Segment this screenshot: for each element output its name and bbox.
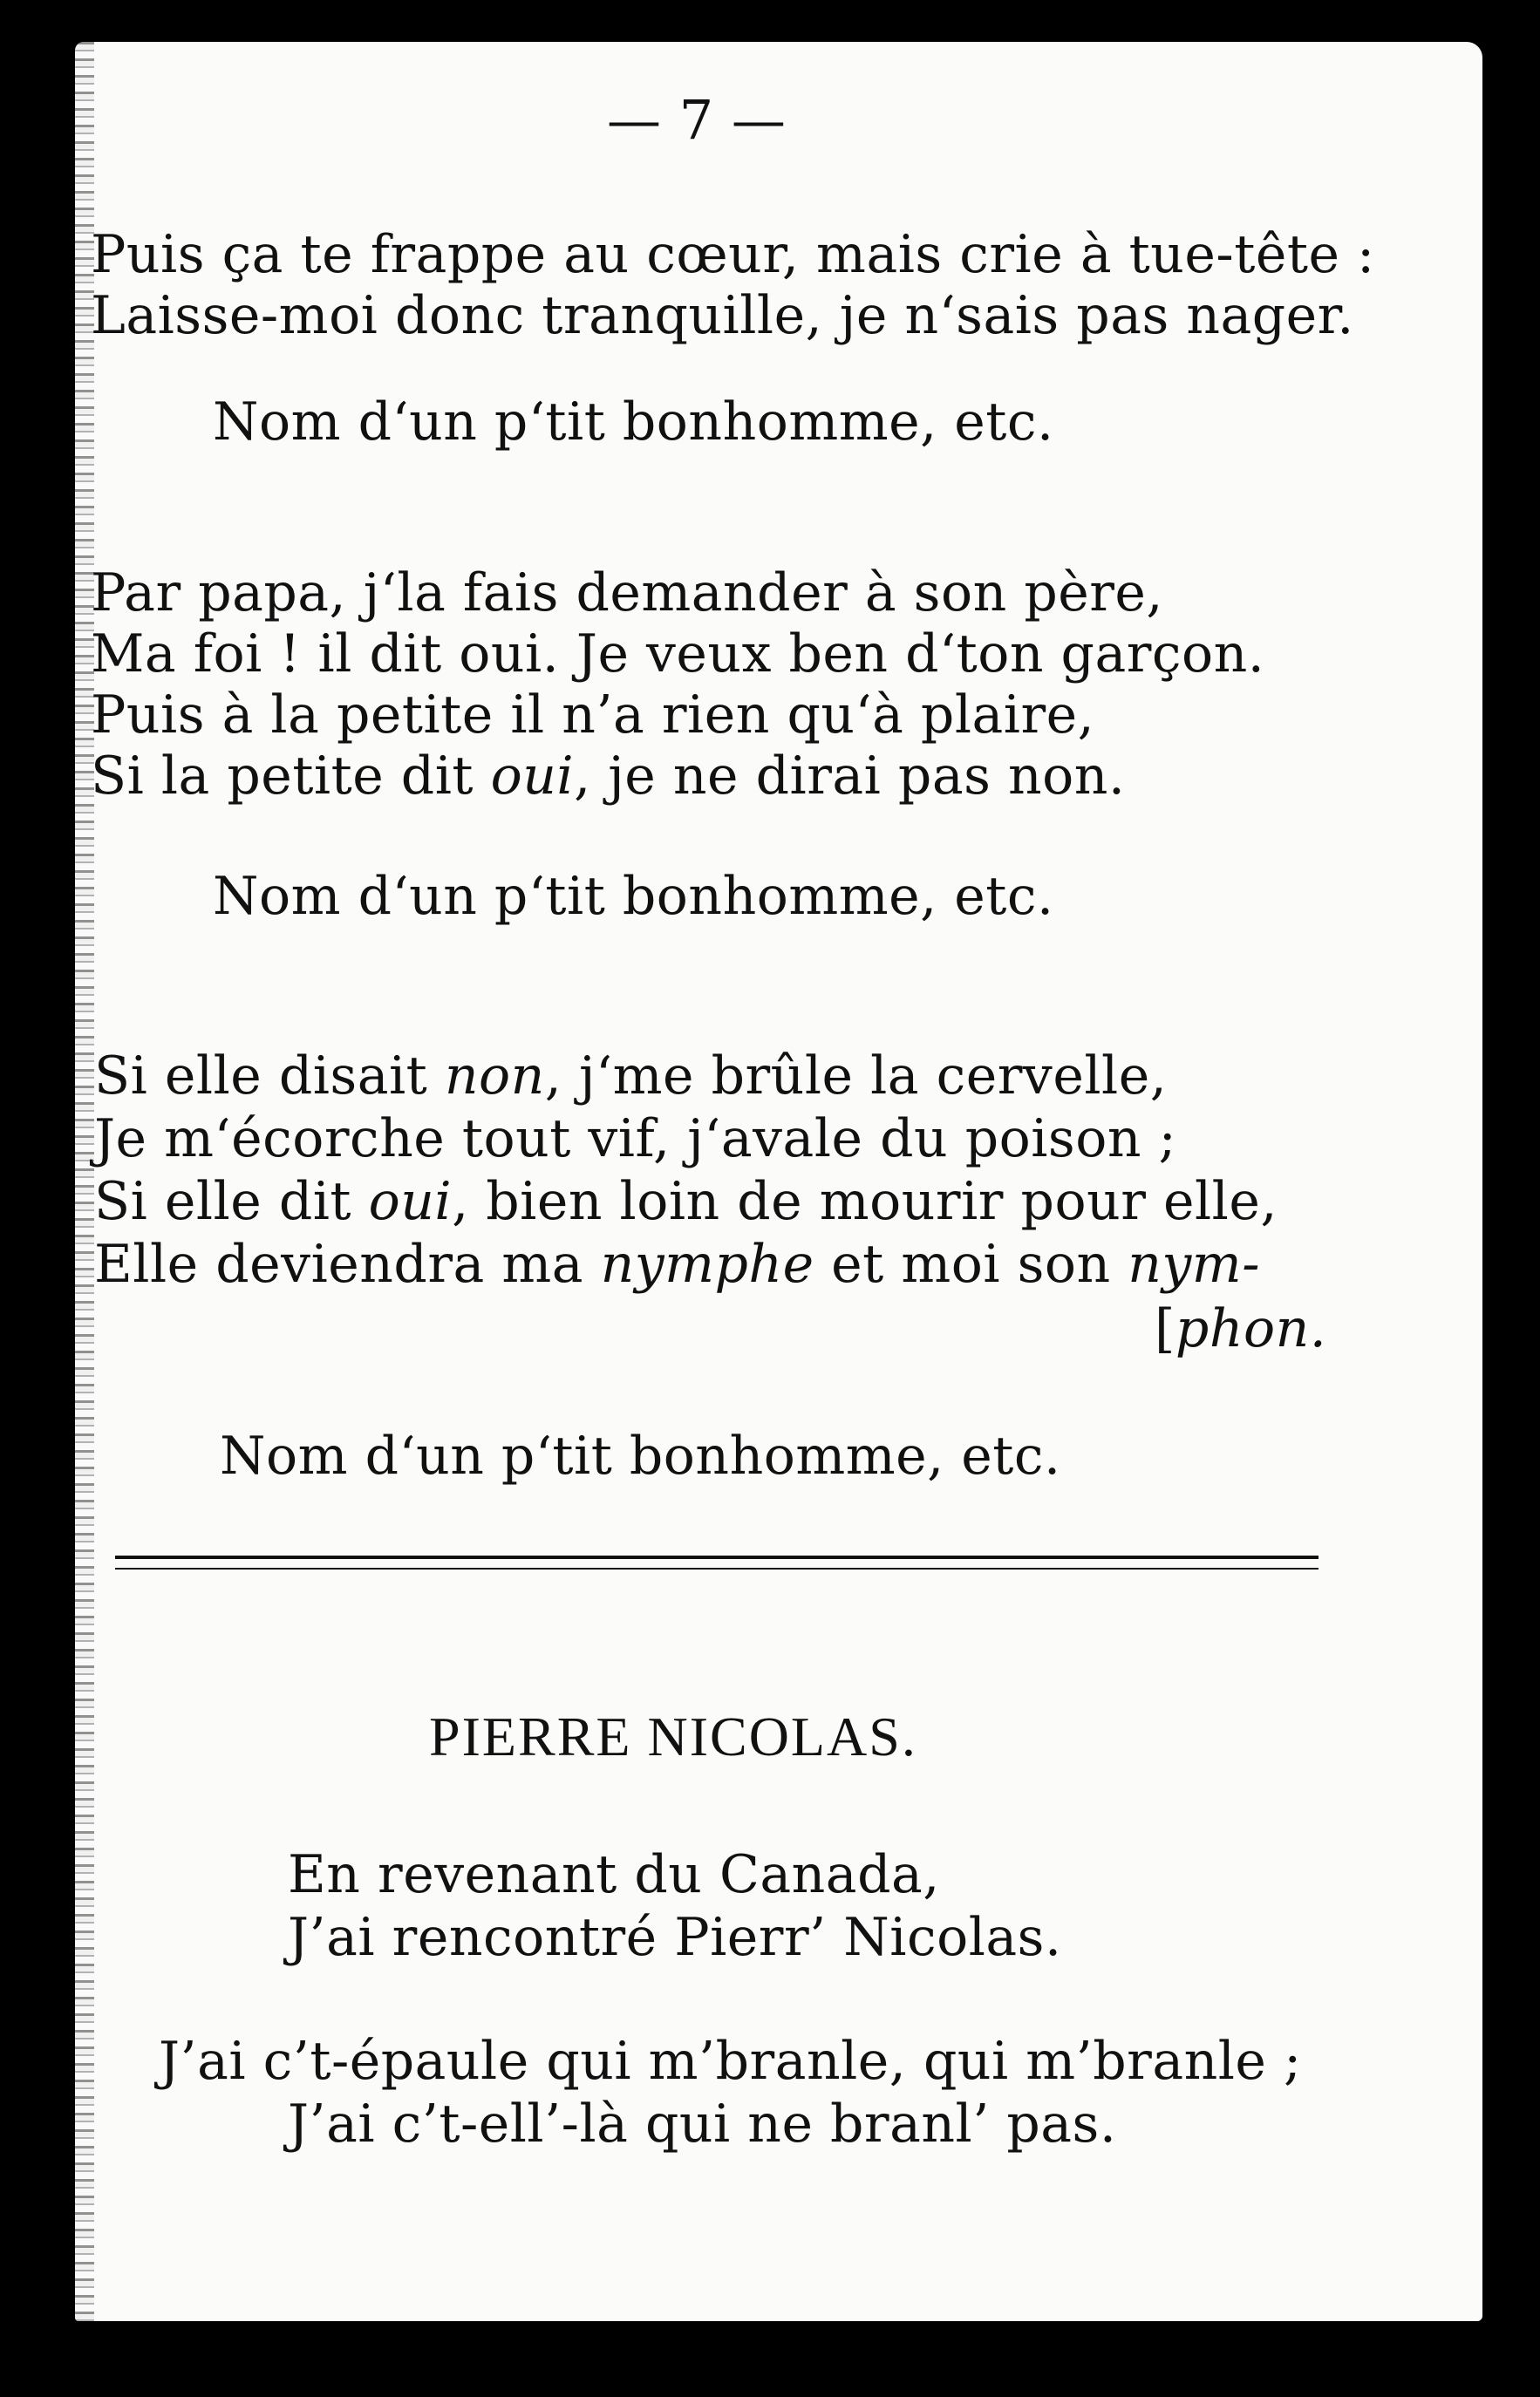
emphasis-word: oui [368, 1171, 453, 1232]
emphasis-word: non [444, 1045, 545, 1107]
refrain-line: Nom d‘un p‘tit bonhomme, etc. [213, 866, 1054, 927]
verse-line: Par papa, j‘la fais demander à son père, [91, 562, 1163, 623]
emphasis-word: oui [490, 746, 575, 807]
song-line: En revenant du Canada, [288, 1844, 940, 1905]
page-spine-edge [75, 42, 94, 2321]
refrain-line: Nom d‘un p‘tit bonhomme, etc. [213, 392, 1054, 453]
verse-line: Je m‘écorche tout vif, j‘avale du poison ; [94, 1108, 1177, 1169]
emphasis-word: nym- [1128, 1234, 1260, 1295]
page-number: — 7 — [607, 88, 787, 152]
verse-line: Si elle disait non, j‘me brûle la cervelle, [94, 1045, 1168, 1107]
book-page [75, 42, 1482, 2321]
verse-line: Laisse-moi donc tranquille, je n‘sais pas nager. [91, 285, 1354, 346]
separator-rule-bottom [115, 1568, 1319, 1570]
song-line: J’ai c’t-épaule qui m’branle, qui m’branle ; [159, 2031, 1302, 2092]
verse-line: Si elle dit oui, bien loin de mourir pour elle, [94, 1171, 1278, 1232]
verse-line: Elle deviendra ma nymphe et moi son nym- [94, 1234, 1260, 1295]
emphasis-word: nymphe [600, 1234, 814, 1295]
refrain-line: Nom d‘un p‘tit bonhomme, etc. [220, 1426, 1061, 1487]
verse-line: Puis ça te frappe au cœur, mais crie à tue-tête : [91, 224, 1375, 285]
verse-line: Ma foi ! il dit oui. Je veux ben d‘ton garçon. [91, 623, 1265, 684]
emphasis-word: phon. [1175, 1298, 1327, 1359]
verse-continuation: [phon. [1155, 1298, 1327, 1359]
song-line: J’ai rencontré Pierr’ Nicolas. [288, 1907, 1062, 1968]
song-line: J’ai c’t-ell’-là qui ne branl’ pas. [288, 2094, 1117, 2155]
separator-rule-top [115, 1556, 1319, 1559]
verse-line: Si la petite dit oui, je ne dirai pas non. [91, 746, 1126, 807]
song-title: PIERRE NICOLAS. [429, 1706, 917, 1767]
verse-line: Puis à la petite il n’a rien qu‘à plaire, [91, 684, 1095, 746]
